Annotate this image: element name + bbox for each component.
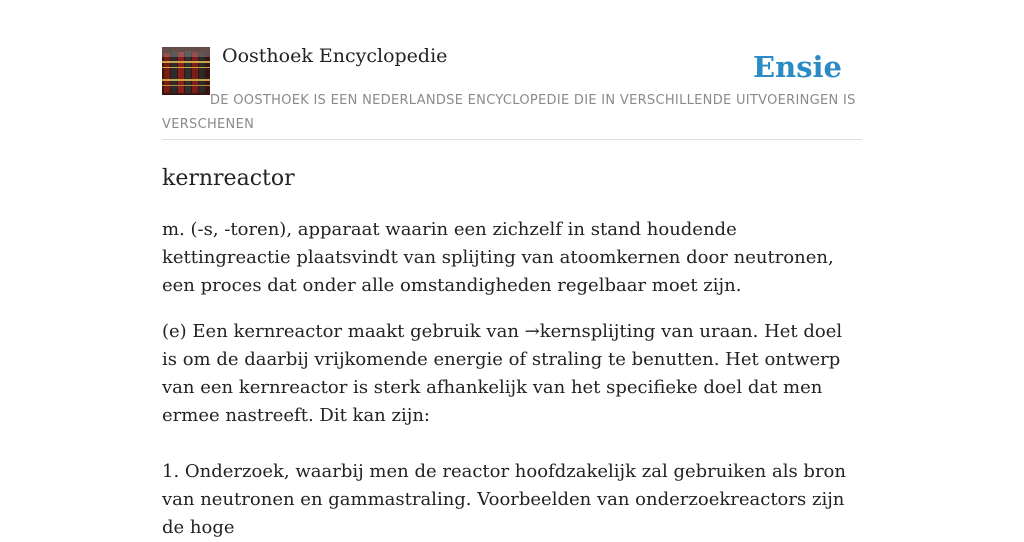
list-item: 1. Onderzoek, waarbij men de reactor hoofdzakelijk zal gebruiken als bron van neutronen en gammastraling. Voorbeelden van onderzoekreactors zijn de hoge (162, 461, 846, 538)
site-title[interactable]: Oosthoek Encyclopedie (222, 45, 448, 67)
xref-link-kernsplijting[interactable] (525, 321, 656, 342)
body-suffix: van uraan. Het doel is om de daarbij vrijkomende energie of straling te benutten. Het ontwerp van een kernreactor is sterk afhankelijk van het specifieke doel dat men ermee nastreeft. Dit kan zijn: (162, 321, 843, 426)
entry-title: kernreactor (162, 166, 295, 191)
brand-logo[interactable]: Ensie (753, 50, 842, 84)
body-prefix: (e) Een kernreactor maakt gebruik van (162, 321, 525, 342)
entry-definition: m. (-s, -toren), apparaat waarin een zichzelf in stand houdende kettingreactie plaatsvindt van splijting van atoomkernen door neutronen, een proces dat onder alle omstandigheden regelbaar moet zijn. (162, 219, 834, 296)
site-tagline: DE OOSTHOEK IS EEN NEDERLANDSE ENCYCLOPEDIE DIE IN VERSCHILLENDE UITVOERINGEN IS VERSCHENEN (162, 93, 856, 132)
book-spines-icon[interactable] (162, 47, 210, 95)
xref-label: kernsplijting (539, 321, 656, 342)
content-container (162, 0, 862, 542)
site-header (162, 0, 862, 140)
arrow-right-icon: → (524, 321, 540, 342)
entry-body (162, 318, 862, 430)
